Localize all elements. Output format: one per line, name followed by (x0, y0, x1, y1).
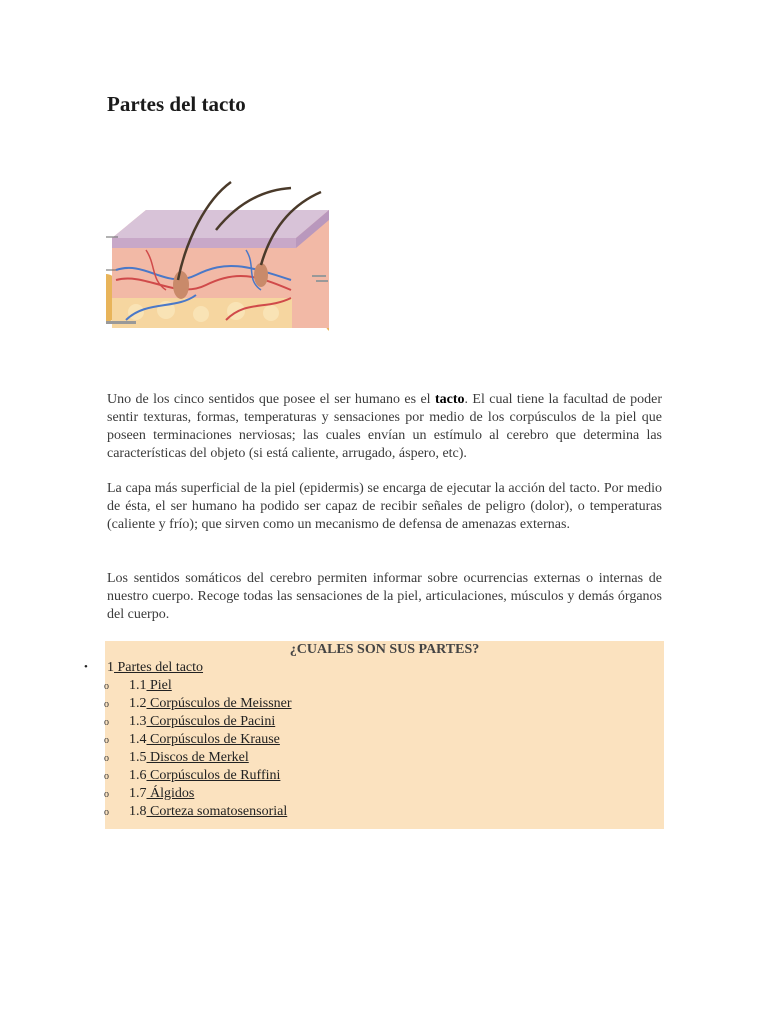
toc-link-label: Discos de Merkel (150, 750, 249, 765)
toc-sub-bullet: o (104, 699, 109, 710)
toc-sub-bullet: o (104, 789, 109, 800)
toc-item-number: 1 (107, 660, 114, 675)
toc-item-meissner[interactable] (129, 695, 292, 713)
toc-link-label: Partes del tacto (117, 660, 204, 675)
paragraph-epidermis: La capa más superficial de la piel (epidermis) se encarga de ejecutar la acción del tacto. Por medio de ésta, el ser humano ha podido ser capaz de recibir señales de peligro (dolor), o temperaturas (caliente y frío); que sirven como un mecanismo de defensa de amenazas externas. (107, 481, 662, 532)
toc-sub-bullet: o (104, 753, 109, 764)
toc-link[interactable] (147, 696, 292, 711)
toc-top-bullet: • (84, 661, 88, 673)
toc-item-number: 1.5 (129, 750, 147, 765)
toc-item-krause[interactable] (129, 731, 280, 749)
toc-item-pacini[interactable] (129, 713, 275, 731)
skin-cross-section-image (106, 180, 329, 335)
toc-item-number: 1.6 (129, 768, 147, 783)
toc-link-label: Corpúsculos de Krause (150, 732, 280, 747)
toc-link[interactable] (147, 768, 281, 783)
toc-item-partes-del-tacto[interactable] (107, 659, 203, 677)
toc-sub-bullet: o (104, 735, 109, 746)
toc-link[interactable] (147, 678, 172, 693)
paragraph-intro-bold: tacto (434, 392, 465, 407)
toc-item-corteza[interactable] (129, 803, 287, 821)
toc-item-piel[interactable] (129, 677, 172, 695)
toc-link[interactable] (147, 732, 280, 747)
toc-sub-bullet: o (104, 771, 109, 782)
toc-link-label: Corpúsculos de Pacini (150, 714, 276, 729)
toc-item-number: 1.7 (129, 786, 147, 801)
paragraph-intro (107, 391, 662, 463)
toc-item-number: 1.3 (129, 714, 147, 729)
toc-heading: ¿CUALES SON SUS PARTES? (289, 642, 480, 657)
toc-link-label: Corteza somatosensorial (150, 804, 288, 819)
toc-link-label: Piel (150, 678, 172, 693)
toc-item-number: 1.1 (129, 678, 147, 693)
toc-item-ruffini[interactable] (129, 767, 280, 785)
toc-link-label: Álgidos (150, 786, 195, 801)
toc-sub-bullet: o (104, 681, 109, 692)
toc-link[interactable] (147, 714, 276, 729)
toc-item-merkel[interactable] (129, 749, 249, 767)
paragraph-intro-text: Uno de los cinco sentidos que posee el ser humano es el (107, 392, 435, 407)
toc-link[interactable] (147, 786, 195, 801)
toc-sub-bullet: o (104, 717, 109, 728)
toc-link[interactable] (147, 804, 288, 819)
toc-link[interactable] (114, 660, 203, 675)
page-title: Partes del tacto (107, 92, 246, 116)
paragraph-intro-text-end: . El cual tiene la facultad de poder sentir texturas, formas, temperaturas y sensaciones por medio de los corpúsculos de la piel que poseen terminaciones nerviosas; las cuales envían un estímulo al cerebro que determina las características del objeto (si está caliente, arrugado, áspero, etc). (107, 392, 662, 461)
toc-link-label: Corpúsculos de Ruffini (150, 768, 281, 783)
toc-item-number: 1.2 (129, 696, 147, 711)
toc-item-number: 1.8 (129, 804, 147, 819)
toc-sub-bullet: o (104, 807, 109, 818)
paragraph-somatic: Los sentidos somáticos del cerebro permiten informar sobre ocurrencias externas o internas de nuestro cuerpo. Recoge todas las sensaciones de la piel, articulaciones, músculos y demás órganos del cuerpo. (107, 571, 662, 622)
toc-link-label: Corpúsculos de Meissner (150, 696, 292, 711)
toc-item-number: 1.4 (129, 732, 147, 747)
toc-link[interactable] (147, 750, 249, 765)
toc-item-algidos[interactable] (129, 785, 194, 803)
